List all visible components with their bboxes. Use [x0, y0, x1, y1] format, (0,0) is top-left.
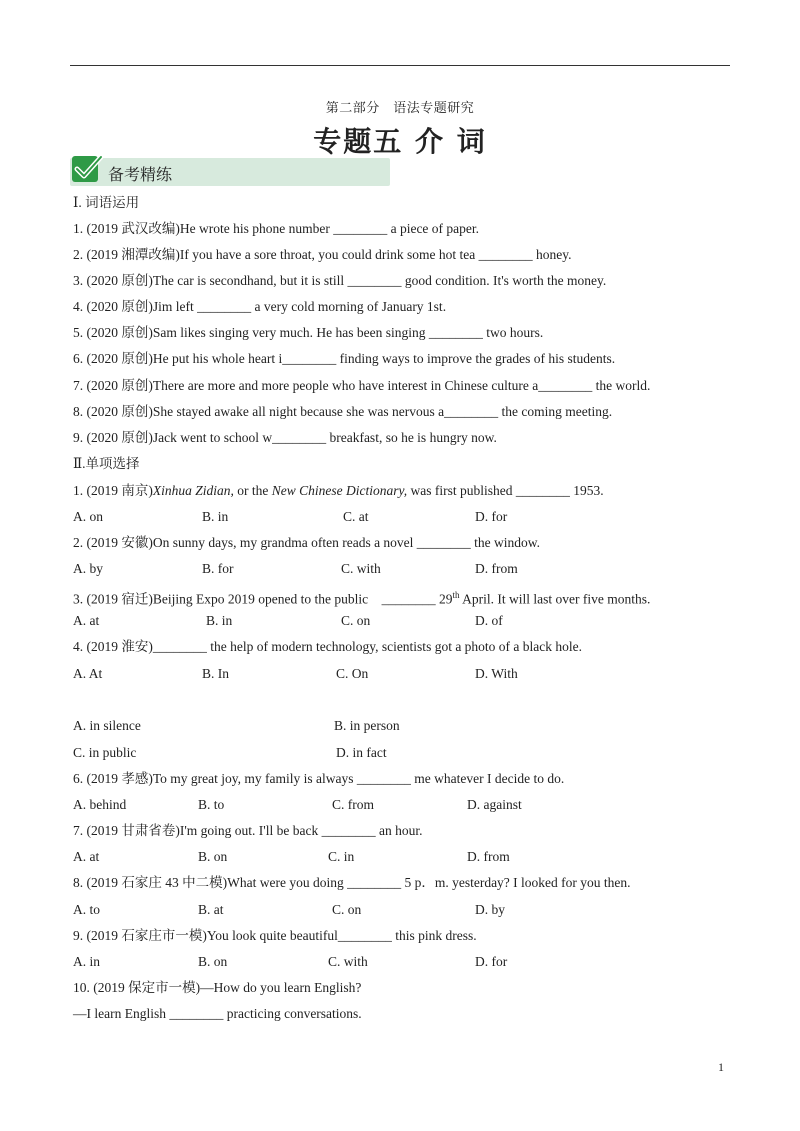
option-c: C. with: [341, 561, 381, 576]
part1-item: 3. (2020 原创)The car is secondhand, but it is still ________ good condition. It's worth the money.: [73, 273, 607, 288]
part1-item: 5. (2020 原创)Sam likes singing very much. He has been singing ________ two hours.: [73, 325, 544, 340]
option-a: A. At: [73, 666, 103, 681]
part1-item: 7. (2020 原创)There are more and more people who have interest in Chinese culture a________ the world.: [73, 378, 651, 393]
option-c: C. on: [341, 613, 371, 628]
part1-item: 1. (2019 武汉改编)He wrote his phone number ________ a piece of paper.: [73, 221, 480, 236]
option-d: D. in fact: [336, 745, 387, 760]
banner-label: 备考精练: [108, 165, 173, 184]
option-c: C. from: [332, 797, 374, 812]
option-d: D. against: [467, 797, 522, 812]
option-a: A. by: [73, 561, 103, 576]
option-c: C. in public: [73, 745, 137, 760]
option-a: A. at: [73, 849, 100, 864]
option-a: A. on: [73, 509, 103, 524]
question-10-answer: —I learn English ________ practicing conversations.: [73, 1006, 362, 1021]
option-d: D. With: [475, 666, 518, 681]
part1-item: 4. (2020 原创)Jim left ________ a very cold morning of January 1st.: [73, 299, 447, 314]
part1-heading: Ⅰ. 词语运用: [73, 195, 140, 210]
option-a: A. in silence: [73, 718, 141, 733]
option-c: C. On: [336, 666, 369, 681]
option-b: B. in person: [334, 718, 400, 733]
option-c: C. in: [328, 849, 355, 864]
option-b: B. to: [198, 797, 225, 812]
option-d: D. from: [475, 561, 518, 576]
option-d: D. for: [475, 954, 508, 969]
part-subtitle: 第二部分 语法专题研究: [325, 100, 475, 115]
option-d: D. from: [467, 849, 510, 864]
part2-heading: Ⅱ.单项选择: [73, 456, 140, 471]
option-d: D. of: [475, 613, 503, 628]
part1-item: 9. (2020 原创)Jack went to school w________ breakfast, so he is hungry now.: [73, 430, 497, 445]
option-a: A. at: [73, 613, 100, 628]
option-d: D. for: [475, 509, 508, 524]
check-icon: [70, 152, 104, 186]
part1-item: 8. (2020 原创)She stayed awake all night because she was nervous a________ the coming meeting.: [73, 404, 613, 419]
option-b: B. at: [198, 902, 224, 917]
option-b: B. in: [202, 509, 229, 524]
page-number: 1: [718, 1060, 724, 1074]
question-8: 8. (2019 石家庄 43 中二模)What were you doing ________ 5 p．m. yesterday? I looked for you then.: [73, 875, 631, 890]
option-b: B. on: [198, 954, 228, 969]
option-d: D. by: [475, 902, 505, 917]
option-b: B. in: [206, 613, 233, 628]
option-b: B. on: [198, 849, 228, 864]
option-b: B. In: [202, 666, 229, 681]
top-rule: [70, 65, 730, 66]
section-banner: [70, 158, 390, 186]
option-c: C. on: [332, 902, 362, 917]
question-2: 2. (2019 安徽)On sunny days, my grandma often reads a novel ________ the window.: [73, 535, 541, 550]
option-c: C. with: [328, 954, 368, 969]
question-1: 1. (2019 南京)Xinhua Zidian, or the New Chinese Dictionary, was first published ________ 1953.: [73, 483, 604, 498]
question-9: 9. (2019 石家庄市一模)You look quite beautiful________ this pink dress.: [73, 928, 477, 943]
part1-item: 6. (2020 原创)He put his whole heart i________ finding ways to improve the grades of his students.: [73, 351, 616, 366]
question-6: 6. (2019 孝感)To my great joy, my family is always ________ me whatever I decide to do.: [73, 771, 565, 786]
question-4: 4. (2019 淮安)________ the help of modern technology, scientists got a photo of a black hole.: [73, 639, 583, 654]
option-c: C. at: [343, 509, 369, 524]
page-title: 专题五 介 词: [313, 125, 487, 158]
question-7: 7. (2019 甘肃省卷)I'm going out. I'll be back ________ an hour.: [73, 823, 423, 838]
question-10: 10. (2019 保定市一模)—How do you learn English?: [73, 980, 362, 995]
question-3: 3. (2019 宿迁)Beijing Expo 2019 opened to the public ________ 29th April. It will last over five months.: [73, 590, 651, 607]
option-a: A. to: [73, 902, 100, 917]
option-a: A. in: [73, 954, 100, 969]
option-a: A. behind: [73, 797, 127, 812]
option-b: B. for: [202, 561, 234, 576]
part1-item: 2. (2019 湘潭改编)If you have a sore throat, you could drink some hot tea ________ honey.: [73, 247, 572, 262]
